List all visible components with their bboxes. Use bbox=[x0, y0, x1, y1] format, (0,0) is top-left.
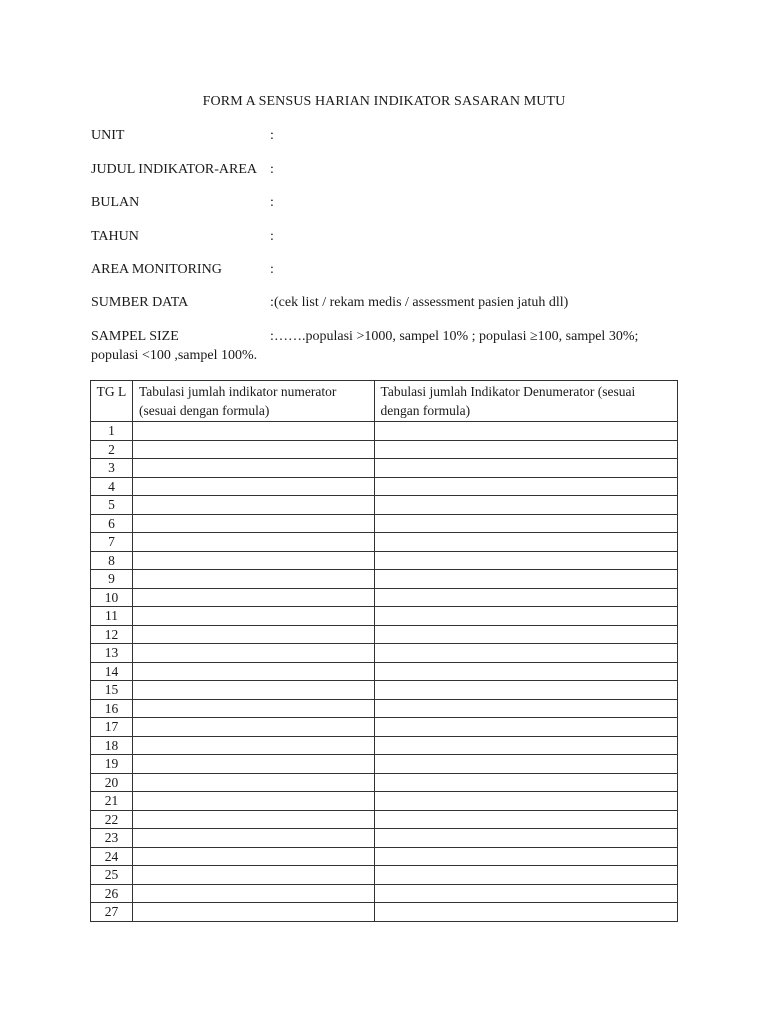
table-row bbox=[91, 551, 678, 570]
day-number-cell: 7 bbox=[91, 533, 133, 552]
field-colon: : bbox=[270, 195, 274, 210]
table-row bbox=[91, 459, 678, 478]
table-row bbox=[91, 847, 678, 866]
denumerator-cell[interactable] bbox=[374, 829, 677, 848]
field-colon: : bbox=[270, 229, 274, 244]
day-number-cell: 10 bbox=[91, 588, 133, 607]
table-row bbox=[91, 607, 678, 626]
denumerator-cell[interactable] bbox=[374, 644, 677, 663]
field-value: (cek list / rekam medis / assessment pasien jatuh dll) bbox=[274, 295, 569, 310]
denumerator-cell[interactable] bbox=[374, 699, 677, 718]
field-colon: : bbox=[270, 128, 274, 143]
numerator-cell[interactable] bbox=[132, 514, 374, 533]
field-value: …….populasi >1000, sampel 10% ; populasi ≥100, sampel 30%; bbox=[274, 329, 639, 344]
table-row bbox=[91, 866, 678, 885]
denumerator-cell[interactable] bbox=[374, 866, 677, 885]
table-row bbox=[91, 440, 678, 459]
denumerator-cell[interactable] bbox=[374, 459, 677, 478]
numerator-cell[interactable] bbox=[132, 810, 374, 829]
numerator-cell[interactable] bbox=[132, 440, 374, 459]
denumerator-cell[interactable] bbox=[374, 551, 677, 570]
day-number-cell: 6 bbox=[91, 514, 133, 533]
day-number-cell: 13 bbox=[91, 644, 133, 663]
numerator-cell[interactable] bbox=[132, 607, 374, 626]
numerator-cell[interactable] bbox=[132, 681, 374, 700]
table-row bbox=[91, 533, 678, 552]
table-row bbox=[91, 477, 678, 496]
numerator-cell[interactable] bbox=[132, 755, 374, 774]
day-number-cell: 24 bbox=[91, 847, 133, 866]
day-number-cell: 3 bbox=[91, 459, 133, 478]
denumerator-cell[interactable] bbox=[374, 570, 677, 589]
table-row bbox=[91, 736, 678, 755]
numerator-cell[interactable] bbox=[132, 644, 374, 663]
denumerator-cell[interactable] bbox=[374, 588, 677, 607]
numerator-cell[interactable] bbox=[132, 903, 374, 922]
header-numerator: Tabulasi jumlah indikator numerator (sesuai dengan formula) bbox=[132, 381, 374, 422]
table-row bbox=[91, 625, 678, 644]
table-row bbox=[91, 588, 678, 607]
day-number-cell: 23 bbox=[91, 829, 133, 848]
field-label: JUDUL INDIKATOR-AREA bbox=[91, 162, 258, 177]
day-number-cell: 1 bbox=[91, 422, 133, 441]
numerator-cell[interactable] bbox=[132, 570, 374, 589]
numerator-cell[interactable] bbox=[132, 422, 374, 441]
denumerator-cell[interactable] bbox=[374, 773, 677, 792]
denumerator-cell[interactable] bbox=[374, 736, 677, 755]
numerator-cell[interactable] bbox=[132, 459, 374, 478]
day-number-cell: 20 bbox=[91, 773, 133, 792]
denumerator-cell[interactable] bbox=[374, 662, 677, 681]
table-row bbox=[91, 773, 678, 792]
denumerator-cell[interactable] bbox=[374, 903, 677, 922]
day-number-cell: 26 bbox=[91, 884, 133, 903]
numerator-cell[interactable] bbox=[132, 588, 374, 607]
table-row bbox=[91, 792, 678, 811]
table-row bbox=[91, 496, 678, 515]
denumerator-cell[interactable] bbox=[374, 718, 677, 737]
denumerator-cell[interactable] bbox=[374, 810, 677, 829]
field-colon: : bbox=[270, 295, 274, 310]
numerator-cell[interactable] bbox=[132, 551, 374, 570]
field-label: UNIT bbox=[91, 128, 125, 143]
numerator-cell[interactable] bbox=[132, 773, 374, 792]
day-number-cell: 18 bbox=[91, 736, 133, 755]
table-row bbox=[91, 884, 678, 903]
day-number-cell: 9 bbox=[91, 570, 133, 589]
table-row bbox=[91, 718, 678, 737]
field-colon: : bbox=[270, 162, 274, 177]
numerator-cell[interactable] bbox=[132, 625, 374, 644]
numerator-cell[interactable] bbox=[132, 829, 374, 848]
field-label: SAMPEL SIZE bbox=[91, 329, 179, 344]
field-label: BULAN bbox=[91, 195, 140, 210]
numerator-cell[interactable] bbox=[132, 884, 374, 903]
table-row bbox=[91, 755, 678, 774]
denumerator-cell[interactable] bbox=[374, 847, 677, 866]
day-number-cell: 22 bbox=[91, 810, 133, 829]
field-label: TAHUN bbox=[91, 229, 139, 244]
table-row bbox=[91, 422, 678, 441]
numerator-cell[interactable] bbox=[132, 792, 374, 811]
numerator-cell[interactable] bbox=[132, 662, 374, 681]
day-number-cell: 2 bbox=[91, 440, 133, 459]
day-number-cell: 17 bbox=[91, 718, 133, 737]
denumerator-cell[interactable] bbox=[374, 477, 677, 496]
table-row bbox=[91, 699, 678, 718]
numerator-cell[interactable] bbox=[132, 847, 374, 866]
table-row bbox=[91, 903, 678, 922]
numerator-cell[interactable] bbox=[132, 496, 374, 515]
numerator-cell[interactable] bbox=[132, 699, 374, 718]
denumerator-cell[interactable] bbox=[374, 496, 677, 515]
numerator-cell[interactable] bbox=[132, 736, 374, 755]
denumerator-cell[interactable] bbox=[374, 792, 677, 811]
denumerator-cell[interactable] bbox=[374, 607, 677, 626]
table-row bbox=[91, 681, 678, 700]
field-label: AREA MONITORING bbox=[91, 262, 222, 277]
day-number-cell: 16 bbox=[91, 699, 133, 718]
day-number-cell: 21 bbox=[91, 792, 133, 811]
denumerator-cell[interactable] bbox=[374, 514, 677, 533]
day-number-cell: 4 bbox=[91, 477, 133, 496]
denumerator-cell[interactable] bbox=[374, 422, 677, 441]
day-number-cell: 14 bbox=[91, 662, 133, 681]
table-header-row bbox=[91, 381, 678, 422]
day-number-cell: 8 bbox=[91, 551, 133, 570]
table-row bbox=[91, 514, 678, 533]
day-number-cell: 27 bbox=[91, 903, 133, 922]
denumerator-cell[interactable] bbox=[374, 755, 677, 774]
daily-census-table bbox=[90, 380, 678, 922]
day-number-cell: 25 bbox=[91, 866, 133, 885]
day-number-cell: 12 bbox=[91, 625, 133, 644]
header-tgl: TG L bbox=[91, 381, 133, 422]
denumerator-cell[interactable] bbox=[374, 440, 677, 459]
numerator-cell[interactable] bbox=[132, 477, 374, 496]
field-colon: : bbox=[270, 329, 274, 344]
day-number-cell: 11 bbox=[91, 607, 133, 626]
field-colon: : bbox=[270, 262, 274, 277]
day-number-cell: 19 bbox=[91, 755, 133, 774]
header-denumerator: Tabulasi jumlah Indikator Denumerator (sesuai dengan formula) bbox=[374, 381, 677, 422]
denumerator-cell[interactable] bbox=[374, 681, 677, 700]
numerator-cell[interactable] bbox=[132, 533, 374, 552]
field-label: SUMBER DATA bbox=[91, 295, 189, 310]
numerator-cell[interactable] bbox=[132, 718, 374, 737]
numerator-cell[interactable] bbox=[132, 866, 374, 885]
table-row bbox=[91, 644, 678, 663]
day-number-cell: 15 bbox=[91, 681, 133, 700]
form-title: FORM A SENSUS HARIAN INDIKATOR SASARAN MUTU bbox=[202, 94, 566, 109]
table-row bbox=[91, 662, 678, 681]
denumerator-cell[interactable] bbox=[374, 625, 677, 644]
table-row bbox=[91, 570, 678, 589]
field-value-continuation: populasi <100 ,sampel 100%. bbox=[91, 348, 258, 363]
day-number-cell: 5 bbox=[91, 496, 133, 515]
denumerator-cell[interactable] bbox=[374, 884, 677, 903]
table-row bbox=[91, 810, 678, 829]
table-body bbox=[91, 422, 678, 922]
denumerator-cell[interactable] bbox=[374, 533, 677, 552]
table-row bbox=[91, 829, 678, 848]
